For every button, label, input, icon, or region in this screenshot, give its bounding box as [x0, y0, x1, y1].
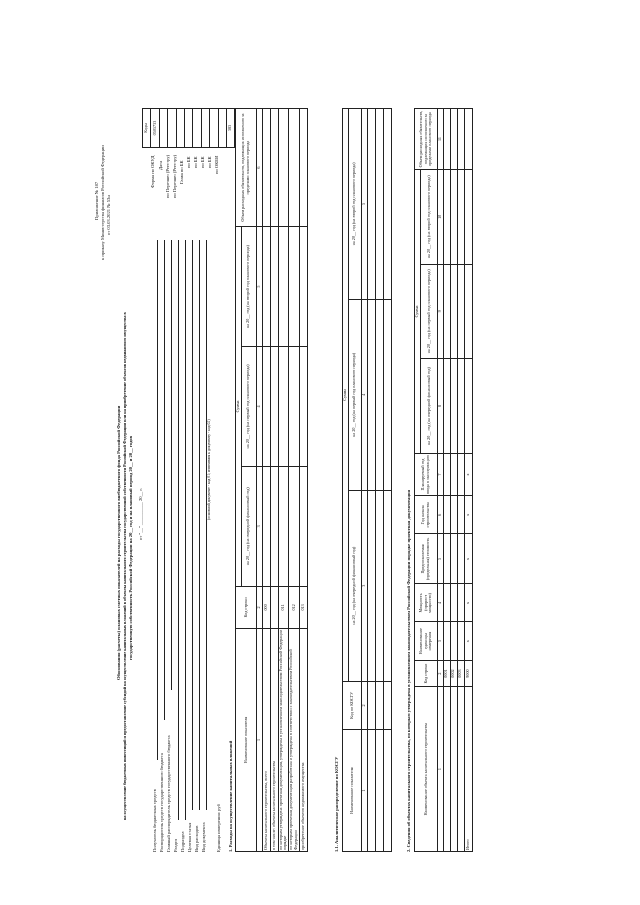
s1-head-extra: Объем расходных обязательств, подлежащих исполнению за пределами планового периода	[236, 109, 257, 227]
field-doc-type: Вид документа	[201, 822, 206, 852]
code-label: по Перечню (Реестру)	[165, 154, 170, 198]
s2-head-finish: Планируемый год ввода в эксплуатацию	[415, 453, 438, 495]
s1-row-code: 000	[262, 586, 270, 628]
s2-num: 1	[438, 687, 444, 852]
s1-cell[interactable]	[278, 227, 289, 347]
code-label: по ОКЕИ	[214, 155, 219, 174]
s2-num: 7	[438, 453, 444, 495]
s2-head-name: Наименование объекта капитального строительства	[415, 687, 438, 852]
title-line-1: Обоснования (расчеты) плановых сметных показателей на расходы государственного внебюджетного фонда Российской Федерации	[116, 405, 121, 680]
s2-cell[interactable]	[450, 170, 457, 265]
s1-head-y3: на 20__ год (на второй год планового периода)	[241, 227, 256, 347]
s2-head-unit: Наименование единицы измерения	[415, 622, 438, 660]
s2-x: х	[464, 584, 472, 622]
s2-head-y3: на 20__ год (на второй год планового периода)	[421, 170, 438, 265]
code-value	[210, 109, 218, 148]
rotated-sheet	[88, 110, 538, 860]
s2-num: 10	[438, 170, 444, 265]
s11-cell[interactable]	[367, 490, 375, 681]
s11-num: 4	[361, 299, 367, 490]
field-recipient: Получатель бюджетных средств	[152, 789, 157, 852]
s1-row-name: приобретение объектов недвижимого имущества	[299, 628, 307, 851]
code-label: по БК	[200, 156, 205, 168]
s2-cell[interactable]	[443, 264, 450, 359]
s2-cell[interactable]	[450, 453, 457, 495]
s2-head-start: Год начала строительства	[415, 496, 438, 534]
s2-head-y1: на 20__ год (на очередной финансовый год)	[421, 359, 438, 454]
s11-num: 5	[361, 109, 367, 300]
s2-num: 2	[438, 660, 444, 686]
s1-cell[interactable]	[262, 227, 270, 347]
s1-num: 6	[256, 109, 262, 227]
s11-cell[interactable]	[375, 681, 383, 730]
code-label: по БК	[193, 156, 198, 168]
title-line-2: на осуществление бюджетных инвестиций и предоставление субсидий на осуществление капитальных вложений в объекты капитального строительства государственной собственности Российской Федерации или на приобретение объектов недвижимого имущества в	[122, 312, 127, 820]
s1-head-y1: на 20__ год (на очередной финансовый год)	[241, 466, 256, 586]
s1-cell[interactable]	[262, 346, 270, 466]
s1-cell[interactable]	[289, 466, 300, 586]
s2-head-estimate: Предполагаемая (предельная) стоимость	[415, 534, 438, 584]
s1-head-y2: на 20__ год (на первый год планового периода)	[241, 346, 256, 466]
field-line	[199, 240, 200, 810]
s11-cell[interactable]	[383, 109, 391, 300]
s2-cell[interactable]	[450, 264, 457, 359]
annex-line-1: Приложение № 187	[94, 181, 99, 220]
s1-cell[interactable]	[262, 109, 270, 227]
s2-cell[interactable]	[457, 584, 464, 622]
section2-title: 2. Сведения об объектах капитального строительства, по которым утверждена в установленном законодательством Российской Федерации порядке проектная документация	[406, 489, 411, 852]
annex-line-2: к приказу Министерства финансов Российской Федерации	[100, 145, 105, 260]
s1-num: 3	[256, 466, 262, 586]
s2-num: 4	[438, 584, 444, 622]
s2-total-code: 9000	[464, 660, 472, 686]
s11-head-name: Наименование показателя	[343, 730, 362, 852]
code-label: по БК	[207, 156, 212, 168]
s2-cell[interactable]	[457, 687, 464, 852]
s2-cell[interactable]	[450, 496, 457, 534]
s2-cell[interactable]	[450, 109, 457, 170]
code-value	[201, 109, 209, 148]
code-label: Глава по БК	[179, 160, 184, 184]
s2-cell[interactable]	[464, 264, 472, 359]
s11-cell[interactable]	[367, 109, 375, 300]
s11-cell[interactable]	[367, 681, 375, 730]
s1-row-name: по которым утверждена проектная документация, утверждены в установленном законодательством Российской Федерации порядке	[277, 630, 288, 850]
s2-cell[interactable]	[443, 534, 450, 584]
s2-cell[interactable]	[443, 359, 450, 454]
s2-cell[interactable]	[443, 687, 450, 852]
s2-head-code: Код строки	[415, 660, 438, 686]
s2-cell[interactable]	[457, 359, 464, 454]
s1-num: 5	[256, 227, 262, 347]
s11-head-y2: на 20__ год (на первый год планового периода)	[348, 299, 361, 490]
s2-cell[interactable]	[457, 170, 464, 265]
s2-cell[interactable]	[457, 496, 464, 534]
s2-cell[interactable]	[450, 534, 457, 584]
code-label: Форма по ОКУД	[150, 155, 155, 188]
s1-cell[interactable]	[278, 466, 289, 586]
code-value	[218, 109, 226, 148]
s2-num: 5	[438, 534, 444, 584]
s2-cell[interactable]	[443, 109, 450, 170]
s2-cell[interactable]	[450, 584, 457, 622]
s1-cell[interactable]	[270, 109, 278, 227]
s1-cell[interactable]	[289, 227, 300, 347]
code-label: по БК	[186, 156, 191, 168]
section11-title: 1.1. Аналитическое распределение по КОСГУ	[334, 756, 339, 852]
s11-cell[interactable]	[375, 109, 383, 300]
annex-line-3: от 03.03.2021 № 53н	[106, 195, 111, 235]
code-value: 383	[226, 109, 234, 148]
s2-cell[interactable]	[443, 496, 450, 534]
field-line	[164, 240, 165, 720]
field-line	[192, 240, 193, 810]
s1-cell[interactable]	[299, 227, 307, 347]
field-section: Раздел	[173, 839, 178, 852]
s1-row-code: 012	[289, 586, 300, 628]
s11-head-sums: Сумма	[343, 109, 349, 682]
s1-cell[interactable]	[262, 466, 270, 586]
s11-cell[interactable]	[375, 730, 383, 852]
code-value	[176, 109, 184, 148]
s2-x: х	[464, 534, 472, 584]
section1-table	[235, 108, 308, 852]
s2-head-sums: Сумма	[415, 170, 421, 454]
s1-row-code: 013	[299, 586, 307, 628]
s1-cell[interactable]	[289, 346, 300, 466]
s11-head-y3: на 20__ год (на второй год планового периода)	[348, 109, 361, 300]
s2-cell[interactable]	[450, 622, 457, 660]
s2-cell[interactable]	[457, 264, 464, 359]
code-value	[193, 109, 201, 148]
field-target-article: Целевая статья	[187, 822, 192, 852]
s2-row-code: 0003	[457, 660, 464, 686]
s2-cell[interactable]	[450, 687, 457, 852]
s11-num: 2	[361, 681, 367, 730]
s1-cell[interactable]	[299, 346, 307, 466]
s2-cell[interactable]	[464, 170, 472, 265]
field-subsection: Подраздел	[180, 831, 185, 852]
field-line	[206, 240, 207, 810]
code-value	[159, 109, 167, 148]
s2-cell[interactable]	[464, 109, 472, 170]
s2-cell[interactable]	[443, 170, 450, 265]
s2-row-code: 0002	[450, 660, 457, 686]
s2-num: 11	[438, 109, 444, 170]
s1-num: 1	[256, 628, 262, 851]
code-value	[168, 109, 176, 148]
field-main-distributor: Главный распорядитель средств государственного бюджета	[166, 735, 171, 852]
s2-cell[interactable]	[443, 453, 450, 495]
s2-num: 3	[438, 622, 444, 660]
s1-row-name: Объекты капитального строительства, всего	[262, 628, 270, 851]
s1-row-name: по которым проектная документация разработана и утверждена в соответствии с законодательством Российской Федерации	[289, 628, 300, 851]
s2-x: х	[464, 496, 472, 534]
codes-table	[142, 108, 235, 148]
doc-type-note: (основной документ - код 01; изменения к документу - код 02)	[207, 419, 211, 520]
s1-row-code	[270, 586, 278, 628]
s2-cell[interactable]	[457, 622, 464, 660]
code-label: Дата	[158, 160, 163, 170]
code-value: 0505733	[151, 109, 159, 148]
s1-cell[interactable]	[270, 346, 278, 466]
s11-cell[interactable]	[383, 681, 391, 730]
s2-cell[interactable]	[443, 584, 450, 622]
s11-cell[interactable]	[383, 299, 391, 490]
s1-num: 4	[256, 346, 262, 466]
field-line	[178, 240, 179, 820]
s2-total-label: Итого	[464, 687, 472, 852]
s11-cell[interactable]	[383, 730, 391, 852]
s1-head-sums: Сумма	[236, 227, 242, 587]
s2-cell[interactable]	[464, 359, 472, 454]
s2-head-power: Мощность (прирост мощности)	[415, 584, 438, 622]
s2-head-y2: на 20__ год (на первый год планового периода)	[421, 264, 438, 359]
s1-cell[interactable]	[299, 109, 307, 227]
s2-cell[interactable]	[457, 109, 464, 170]
s2-cell[interactable]	[443, 622, 450, 660]
s2-x: х	[464, 622, 472, 660]
s1-cell[interactable]	[278, 346, 289, 466]
field-line	[171, 240, 172, 690]
s11-cell[interactable]	[375, 490, 383, 681]
s1-row-code: 011	[278, 586, 289, 628]
code-value	[184, 109, 192, 148]
code-label: по Перечню (Реестру)	[172, 154, 177, 198]
s2-num: 6	[438, 496, 444, 534]
field-line	[185, 240, 186, 820]
s11-cell[interactable]	[367, 730, 375, 852]
s2-cell[interactable]	[450, 359, 457, 454]
s11-head-y1: на 20__ год (на очередной финансовый год)	[348, 490, 361, 681]
section11-table	[342, 108, 392, 852]
s1-cell[interactable]	[289, 109, 300, 227]
s1-cell[interactable]	[270, 227, 278, 347]
s11-cell[interactable]	[383, 490, 391, 681]
s2-x: х	[464, 453, 472, 495]
s1-num: 2	[256, 586, 262, 628]
field-distributor: Распорядитель средств государственного бюджета	[159, 753, 164, 852]
s2-row-code: 0001	[443, 660, 450, 686]
s11-num: 1	[361, 730, 367, 852]
field-line	[157, 240, 158, 760]
s1-row-name: в том числе: объекты капитального строительства	[270, 628, 278, 851]
section2-table	[414, 108, 473, 852]
s11-head-kosgu: Код по КОСГУ	[343, 681, 362, 730]
s1-cell[interactable]	[299, 466, 307, 586]
s11-cell[interactable]	[375, 299, 383, 490]
title-date: от "__" __________ 20__ г.	[138, 488, 143, 540]
s1-cell[interactable]	[270, 466, 278, 586]
s2-cell[interactable]	[457, 453, 464, 495]
s11-cell[interactable]	[367, 299, 375, 490]
s1-head-name: Наименование показателя	[236, 628, 257, 851]
s2-cell[interactable]	[457, 534, 464, 584]
section1-title: 1. Расходы на осуществление капитальных вложений	[228, 740, 233, 852]
s1-cell[interactable]	[278, 109, 289, 227]
field-unit: Единица измерения: руб	[216, 804, 221, 852]
codes-header: Коды	[143, 109, 151, 148]
title-line-3: государственную собственность Российской Федерации на 20__ год и на плановый период 20__ и 20__ годов	[128, 436, 133, 660]
s2-num: 9	[438, 264, 444, 359]
s11-num: 3	[361, 490, 367, 681]
s2-head-extra: Объем расходных обязательств, подлежащих исполнению за пределами планового периода	[415, 109, 438, 170]
s1-head-code: Код строки	[236, 586, 257, 628]
s2-num: 8	[438, 359, 444, 454]
form-canvas	[88, 100, 518, 860]
field-expense-type: Вид расходов	[194, 825, 199, 852]
